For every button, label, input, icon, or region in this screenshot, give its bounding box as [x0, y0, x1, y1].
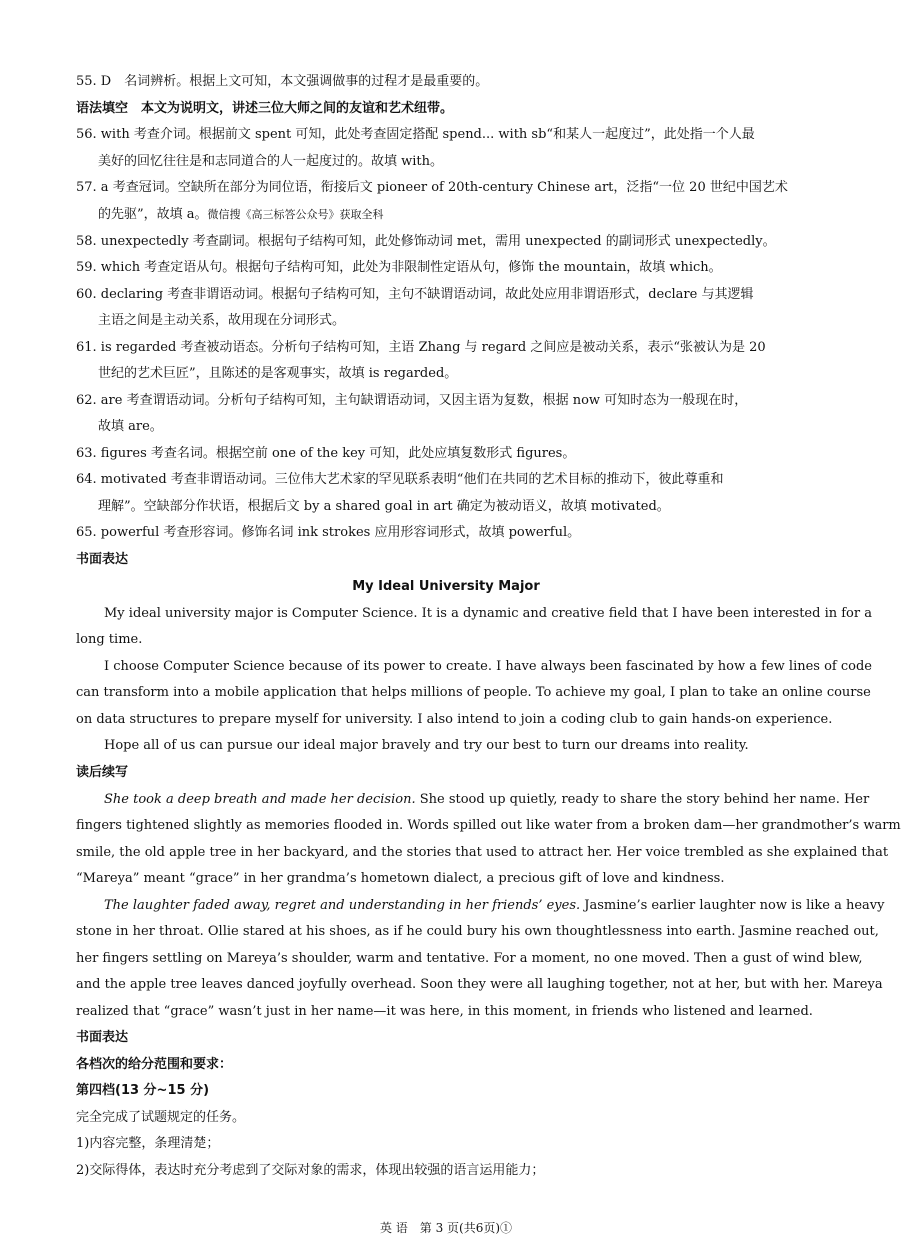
answer-64-line1: 64. motivated 考查非谓语动词。三位伟大艺术家的罕见联系表明“他们在共同的艺术目标的推动下，彼此尊重和	[76, 472, 724, 487]
answer-64-line2: 理解”。空缺部分作状语，根据后文 by a shared goal in art 确定为被动语义，故填 motivated。	[98, 499, 670, 514]
answer-56-line1: 56. with 考查介词。根据前文 spent 可知，此处考查固定搭配 spend... with sb“和某人一起度过”，此处指一个人最	[76, 127, 755, 142]
story-p2-line5: realized that “grace” wasn’t just in her name—it was here, in this moment, in friends who listened and learned.	[76, 1004, 813, 1019]
story-p2-line1	[104, 896, 885, 918]
story-p1-line3: smile, the old apple tree in her backyard, and the stories that used to attract her. Her voice trembled as she explained that	[76, 845, 889, 860]
essay-p2-line3: on data structures to prepare myself for university. I also intend to join a coding club to gain hands-on experience.	[76, 712, 833, 727]
story-p2-lead: The laughter faded away, regret and understanding in her friends’ eyes.	[104, 898, 581, 913]
scoring-heading: 书面表达	[76, 1030, 129, 1045]
answer-62-line2: 故填 are。	[98, 419, 163, 434]
answer-56-line2: 美好的回忆往往是和志同道合的人一起度过的。故填 with。	[98, 154, 444, 169]
scoring-line2: 1)内容完整，条理清楚；	[76, 1136, 220, 1151]
scoring-line1: 完全完成了试题规定的任务。	[76, 1110, 246, 1125]
story-p1-first: She stood up quietly, ready to share the story behind her name. Her	[415, 792, 870, 807]
answer-57-text: 的先驱”，故填 a。	[98, 207, 208, 222]
answer-61-line2: 世纪的艺术巨匠”，且陈述的是客观事实，故填 is regarded。	[98, 366, 458, 381]
answer-57-line1: 57. a 考查冠词。空缺所在部分为同位语，衔接后文 pioneer of 20th-century Chinese art，泛指“一位 20 世纪中国艺术	[76, 180, 788, 195]
essay-p3-line1: Hope all of us can pursue our ideal major bravely and try our best to turn our dreams into reality.	[104, 738, 749, 753]
answer-62-line1: 62. are 考查谓语动词。分析句子结构可知，主句缺谓语动词，又因主语为复数，根据 now 可知时态为一般现在时，	[76, 393, 748, 408]
essay-p2-line1: I choose Computer Science because of its power to create. I have always been fascinated by how a few lines of code	[104, 659, 872, 674]
story-p2-first: Jasmine’s earlier laughter now is like a heavy	[580, 898, 885, 913]
answer-60-line1: 60. declaring 考查非谓语动词。根据句子结构可知，主句不缺谓语动词，故此处应用非谓语形式，declare 与其逻辑	[76, 287, 754, 302]
answer-59: 59. which 考查定语从句。根据句子结构可知，此处为非限制性定语从句，修饰 the mountain，故填 which。	[76, 260, 722, 275]
essay-p2-line2: can transform into a mobile application that helps millions of people. To achieve my goal, I plan to take an online course	[76, 685, 871, 700]
answer-57-line2	[98, 205, 818, 227]
story-p2-line3: her fingers settling on Mareya’s shoulder, warm and tentative. For a moment, no one moved. Then a gust of wind blew,	[76, 951, 863, 966]
answer-61-line1: 61. is regarded 考查被动语态。分析句子结构可知，主语 Zhang 与 regard 之间应是被动关系，表示“张被认为是 20	[76, 340, 766, 355]
grammar-heading: 语法填空 本文为说明文，讲述三位大师之间的友谊和艺术纽带。	[76, 101, 454, 116]
page-footer: 英 语 第 3 页(共6页)①	[379, 1221, 513, 1235]
story-p1-lead: She took a deep breath and made her decision.	[104, 792, 416, 807]
answer-65: 65. powerful 考查形容词。修饰名词 ink strokes 应用形容词形式，故填 powerful。	[76, 525, 581, 540]
answer-63: 63. figures 考查名词。根据空前 one of the key 可知，此处应填复数形式 figures。	[76, 446, 576, 461]
scoring-line3: 2)交际得体，表达时充分考虑到了交际对象的需求，体现出较强的语言运用能力；	[76, 1163, 545, 1178]
story-p2-line4: and the apple tree leaves danced joyfully overhead. Soon they were all laughing together, not at her, but with her. Mareya	[76, 977, 883, 992]
wechat-note: 微信搜《高三标答公众号》获取全科	[207, 208, 384, 221]
answer-60-line2: 主语之间是主动关系，故用现在分词形式。	[98, 313, 346, 328]
story-p1-line4: “Mareya” meant “grace” in her grandma’s hometown dialect, a precious gift of love and kindness.	[76, 871, 725, 886]
story-p2-line2: stone in her throat. Ollie stared at his shoes, as if he could bury his own thoughtlessness into earth. Jasmine reached out,	[76, 924, 879, 939]
answer-55: 55. D 名词辨析。根据上文可知，本文强调做事的过程才是最重要的。	[76, 74, 489, 89]
essay-title: My Ideal University Major	[352, 579, 540, 594]
scoring-tier: 第四档(13 分~15 分)	[76, 1083, 210, 1098]
continuation-heading: 读后续写	[76, 765, 129, 780]
story-p1-line1	[104, 790, 870, 812]
answer-58: 58. unexpectedly 考查副词。根据句子结构可知，此处修饰动词 met，需用 unexpected 的副词形式 unexpectedly。	[76, 234, 776, 249]
essay-p1-line1: My ideal university major is Computer Science. It is a dynamic and creative field that I have been interested in for a	[104, 606, 872, 621]
writing-heading: 书面表达	[76, 552, 129, 567]
scoring-subheading: 各档次的给分范围和要求：	[76, 1057, 233, 1072]
story-p1-line2: fingers tightened slightly as memories flooded in. Words spilled out like water from a broken dam—her grandmother’s warm	[76, 818, 901, 833]
essay-p1-line2: long time.	[76, 632, 143, 647]
